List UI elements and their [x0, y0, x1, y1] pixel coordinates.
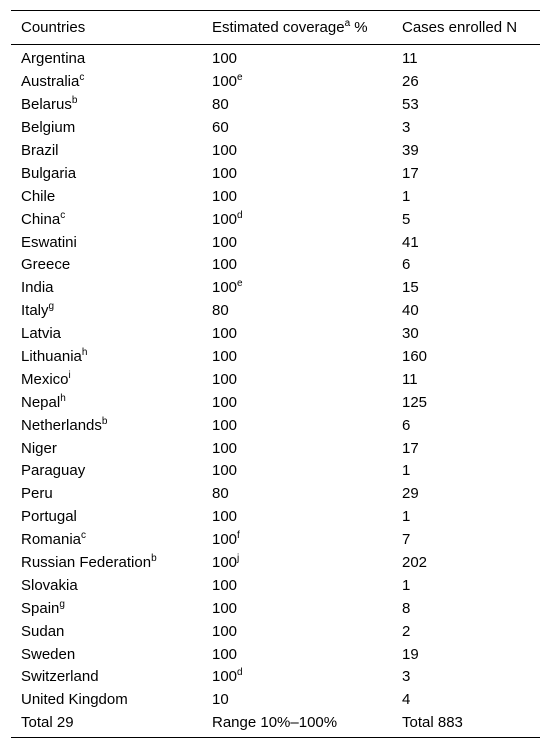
table-row [11, 140, 540, 163]
coverage-cell [202, 597, 392, 620]
cases-cell [392, 231, 540, 254]
cases-cell-text: 2 [402, 622, 411, 640]
cases-cell-text: 1 [402, 462, 411, 480]
coverage-cell-text: 100 [212, 508, 238, 526]
table-row [11, 437, 540, 460]
cases-cell [392, 254, 540, 277]
cases-cell [392, 643, 540, 666]
table-row [11, 552, 540, 575]
country-cell-text: Belgium [21, 119, 76, 137]
cases-cell-text: 1 [402, 187, 411, 205]
country-cell [11, 597, 202, 620]
table-row [11, 94, 540, 117]
country-cell-text: Sweden [21, 645, 76, 663]
cases-cell [392, 529, 540, 552]
country-cell [11, 506, 202, 529]
country-cell-text: Italy [21, 302, 49, 320]
coverage-cell-text: 100 [212, 73, 238, 91]
country-cell-text: Paraguay [21, 462, 86, 480]
cases-cell-text: 17 [402, 164, 419, 182]
cases-cell-text: 125 [402, 393, 428, 411]
coverage-cell [202, 277, 392, 300]
cases-cell [392, 117, 540, 140]
table-row [11, 162, 540, 185]
country-cell [11, 666, 202, 689]
coverage-cell-text: 100 [212, 645, 238, 663]
country-cell-footnote: b [71, 95, 78, 107]
header-countries-label: Countries [21, 19, 86, 36]
coverage-cell [202, 620, 392, 643]
country-cell-text: Peru [21, 485, 53, 503]
coverage-cell [202, 117, 392, 140]
cases-cell [392, 346, 540, 369]
country-cell-text: Brazil [21, 142, 59, 159]
cases-cell-text: 17 [402, 439, 419, 457]
country-cell [11, 437, 202, 460]
coverage-cell [202, 437, 392, 460]
coverage-cell [202, 323, 392, 346]
coverage-table [11, 10, 540, 738]
coverage-cell-text: 80 [212, 96, 229, 114]
country-cell [11, 574, 202, 597]
table-row [11, 254, 540, 277]
coverage-cell [202, 185, 392, 208]
header-cases [392, 11, 540, 45]
coverage-cell [202, 254, 392, 277]
coverage-cell [202, 94, 392, 117]
cases-cell-text: 11 [402, 50, 418, 68]
cases-cell [392, 712, 540, 737]
cases-cell [392, 300, 540, 323]
country-cell [11, 231, 202, 254]
country-cell [11, 94, 202, 117]
coverage-cell [202, 162, 392, 185]
coverage-cell-text: 100 [212, 370, 238, 388]
coverage-cell [202, 483, 392, 506]
table-row [11, 45, 540, 71]
country-cell-footnote: c [81, 530, 87, 542]
cases-cell-text: 40 [402, 302, 419, 320]
cases-cell-text: 11 [402, 370, 418, 388]
table-row [11, 712, 540, 737]
country-cell [11, 414, 202, 437]
country-cell [11, 643, 202, 666]
coverage-cell [202, 643, 392, 666]
table-row [11, 483, 540, 506]
country-cell-text: Russian Federation [21, 554, 152, 572]
country-cell [11, 712, 202, 737]
coverage-cell-text: 100 [212, 393, 238, 411]
coverage-cell [202, 300, 392, 323]
cases-cell [392, 94, 540, 117]
coverage-cell-text: 100 [212, 164, 238, 182]
table-row [11, 597, 540, 620]
country-cell-text: Portugal [21, 508, 77, 526]
coverage-cell-footnote: e [237, 72, 243, 84]
coverage-cell-text: 100 [212, 210, 238, 228]
coverage-cell [202, 460, 392, 483]
country-cell [11, 208, 202, 231]
country-cell [11, 368, 202, 391]
cases-cell-text: 15 [402, 279, 419, 297]
cases-cell-text: 3 [402, 668, 411, 686]
cases-cell [392, 323, 540, 346]
header-coverage-label: Estimated coverage [212, 19, 345, 36]
table-row [11, 300, 540, 323]
table-row [11, 368, 540, 391]
table-row [11, 71, 540, 94]
cases-cell-text: 7 [402, 531, 411, 549]
coverage-cell-text: 100 [212, 599, 238, 617]
cases-cell-text: 6 [402, 256, 411, 274]
table-row [11, 117, 540, 140]
cases-cell [392, 620, 540, 643]
coverage-cell-text: 100 [212, 348, 238, 366]
country-cell [11, 71, 202, 94]
coverage-cell-text: 100 [212, 279, 238, 297]
table-row [11, 574, 540, 597]
cases-cell-text: 29 [402, 485, 419, 503]
cases-cell [392, 162, 540, 185]
table-row [11, 414, 540, 437]
cases-cell-text: 39 [402, 142, 419, 159]
cases-cell [392, 597, 540, 620]
coverage-cell-text: Range 10%–100% [212, 714, 338, 732]
coverage-cell-text: 100 [212, 416, 238, 434]
country-cell-footnote: b [101, 415, 108, 427]
coverage-cell-text: 60 [212, 119, 229, 137]
country-cell-text: China [21, 210, 61, 228]
cases-cell [392, 437, 540, 460]
country-cell [11, 460, 202, 483]
coverage-cell-text: 100 [212, 531, 238, 549]
country-cell-text: United Kingdom [21, 691, 128, 709]
table-row [11, 391, 540, 414]
cases-cell [392, 277, 540, 300]
country-cell-text: Nepal [21, 393, 61, 411]
coverage-cell-text: 100 [212, 554, 238, 572]
country-cell [11, 140, 202, 163]
table-row [11, 460, 540, 483]
country-cell-footnote: g [48, 301, 55, 313]
country-cell [11, 391, 202, 414]
country-cell [11, 45, 202, 71]
coverage-cell [202, 574, 392, 597]
cases-cell [392, 71, 540, 94]
country-cell-text: Slovakia [21, 576, 78, 594]
country-cell-footnote: b [151, 553, 157, 565]
coverage-cell [202, 529, 392, 552]
country-cell [11, 185, 202, 208]
cases-cell-text: Total 883 [402, 714, 463, 732]
country-cell [11, 117, 202, 140]
country-cell-text: Belarus [21, 96, 72, 114]
table-body [11, 45, 540, 738]
cases-cell-text: 5 [402, 210, 411, 228]
coverage-cell-text: 100 [212, 50, 238, 68]
table-row [11, 666, 540, 689]
country-cell [11, 552, 202, 575]
table-row [11, 346, 540, 369]
cases-cell-text: 41 [402, 233, 419, 251]
table-row [11, 620, 540, 643]
table-row [11, 323, 540, 346]
coverage-cell [202, 666, 392, 689]
country-cell [11, 483, 202, 506]
country-cell-text: Bulgaria [21, 164, 77, 182]
table-row [11, 643, 540, 666]
coverage-cell [202, 391, 392, 414]
cases-cell [392, 391, 540, 414]
coverage-cell-text: 100 [212, 325, 238, 343]
coverage-cell [202, 208, 392, 231]
coverage-cell [202, 231, 392, 254]
table-row [11, 208, 540, 231]
country-cell-text: Sudan [21, 622, 65, 640]
coverage-cell-text: 100 [212, 187, 238, 205]
coverage-cell-text: 100 [212, 233, 238, 251]
cases-cell-text: 160 [402, 348, 428, 366]
cases-cell [392, 414, 540, 437]
cases-cell-text: 30 [402, 325, 419, 343]
coverage-cell [202, 712, 392, 737]
coverage-cell-text: 100 [212, 256, 238, 274]
country-cell [11, 323, 202, 346]
coverage-cell-footnote: d [237, 209, 243, 221]
coverage-cell [202, 414, 392, 437]
cases-cell [392, 208, 540, 231]
coverage-cell-footnote: j [237, 553, 240, 565]
coverage-cell [202, 552, 392, 575]
coverage-cell [202, 368, 392, 391]
country-cell [11, 529, 202, 552]
cases-cell-text: 19 [402, 645, 419, 663]
coverage-cell-text: 100 [212, 462, 238, 480]
cases-cell-text: 8 [402, 599, 411, 617]
table-row [11, 231, 540, 254]
country-cell-text: Chile [21, 187, 56, 205]
table-row [11, 506, 540, 529]
coverage-cell [202, 45, 392, 71]
table-row [11, 689, 540, 712]
cases-cell-text: 4 [402, 691, 411, 709]
coverage-cell-text: 100 [212, 142, 238, 159]
cases-cell [392, 483, 540, 506]
cases-cell [392, 506, 540, 529]
country-cell-text: Niger [21, 439, 57, 457]
coverage-cell [202, 689, 392, 712]
header-countries [11, 11, 202, 45]
country-cell-footnote: i [68, 369, 71, 381]
cases-cell [392, 185, 540, 208]
country-cell [11, 300, 202, 323]
coverage-cell [202, 346, 392, 369]
cases-cell-text: 202 [402, 554, 428, 572]
country-cell-text: Switzerland [21, 668, 99, 686]
cases-cell-text: 1 [402, 508, 411, 526]
table-row [11, 529, 540, 552]
header-coverage [202, 11, 392, 45]
coverage-cell-footnote: f [237, 530, 240, 542]
cases-cell [392, 666, 540, 689]
country-cell-footnote: g [59, 598, 65, 610]
coverage-cell-footnote: d [237, 667, 243, 679]
table-row [11, 277, 540, 300]
cases-cell-text: 26 [402, 73, 419, 91]
country-cell-text: Greece [21, 256, 71, 274]
coverage-cell [202, 140, 392, 163]
table-header [11, 11, 540, 45]
cases-cell [392, 368, 540, 391]
country-cell-text: Argentina [21, 50, 86, 68]
country-cell-footnote: h [81, 347, 88, 359]
coverage-cell-text: 80 [212, 485, 229, 503]
country-cell-text: Total 29 [21, 714, 74, 732]
country-cell [11, 689, 202, 712]
coverage-cell [202, 506, 392, 529]
cases-cell [392, 689, 540, 712]
header-coverage-footnote: a [344, 18, 351, 29]
country-cell [11, 277, 202, 300]
header-coverage-unit: % [350, 19, 368, 36]
country-cell [11, 620, 202, 643]
coverage-cell-text: 100 [212, 439, 238, 457]
coverage-cell-footnote: e [237, 278, 243, 290]
cases-cell [392, 574, 540, 597]
country-cell-text: Spain [21, 599, 60, 617]
coverage-cell-text: 80 [212, 302, 229, 320]
table-row [11, 185, 540, 208]
country-cell-text: Romania [21, 531, 82, 549]
country-cell-text: Lithuania [21, 348, 82, 366]
coverage-cell [202, 71, 392, 94]
header-row [11, 11, 540, 45]
coverage-cell-text: 100 [212, 576, 238, 594]
cases-cell [392, 45, 540, 71]
cases-cell [392, 140, 540, 163]
cases-cell-text: 3 [402, 119, 411, 137]
cases-cell-text: 53 [402, 96, 419, 114]
country-cell-text: Netherlands [21, 416, 102, 434]
country-cell-text: Eswatini [21, 233, 77, 251]
coverage-cell-text: 10 [212, 691, 229, 709]
country-cell [11, 254, 202, 277]
country-cell-footnote: c [79, 72, 85, 84]
header-cases-label: Cases enrolled N [402, 19, 518, 36]
cases-cell [392, 460, 540, 483]
coverage-cell-text: 100 [212, 668, 238, 686]
cases-cell-text: 6 [402, 416, 411, 434]
cases-cell [392, 552, 540, 575]
country-cell-text: Australia [21, 73, 80, 91]
country-cell-text: India [21, 279, 54, 297]
country-cell-footnote: h [60, 392, 66, 404]
coverage-cell-text: 100 [212, 622, 238, 640]
country-cell-text: Latvia [21, 325, 62, 343]
country-cell [11, 346, 202, 369]
country-cell [11, 162, 202, 185]
country-cell-text: Mexico [21, 370, 69, 388]
country-cell-footnote: c [60, 209, 66, 221]
cases-cell-text: 1 [402, 576, 411, 594]
